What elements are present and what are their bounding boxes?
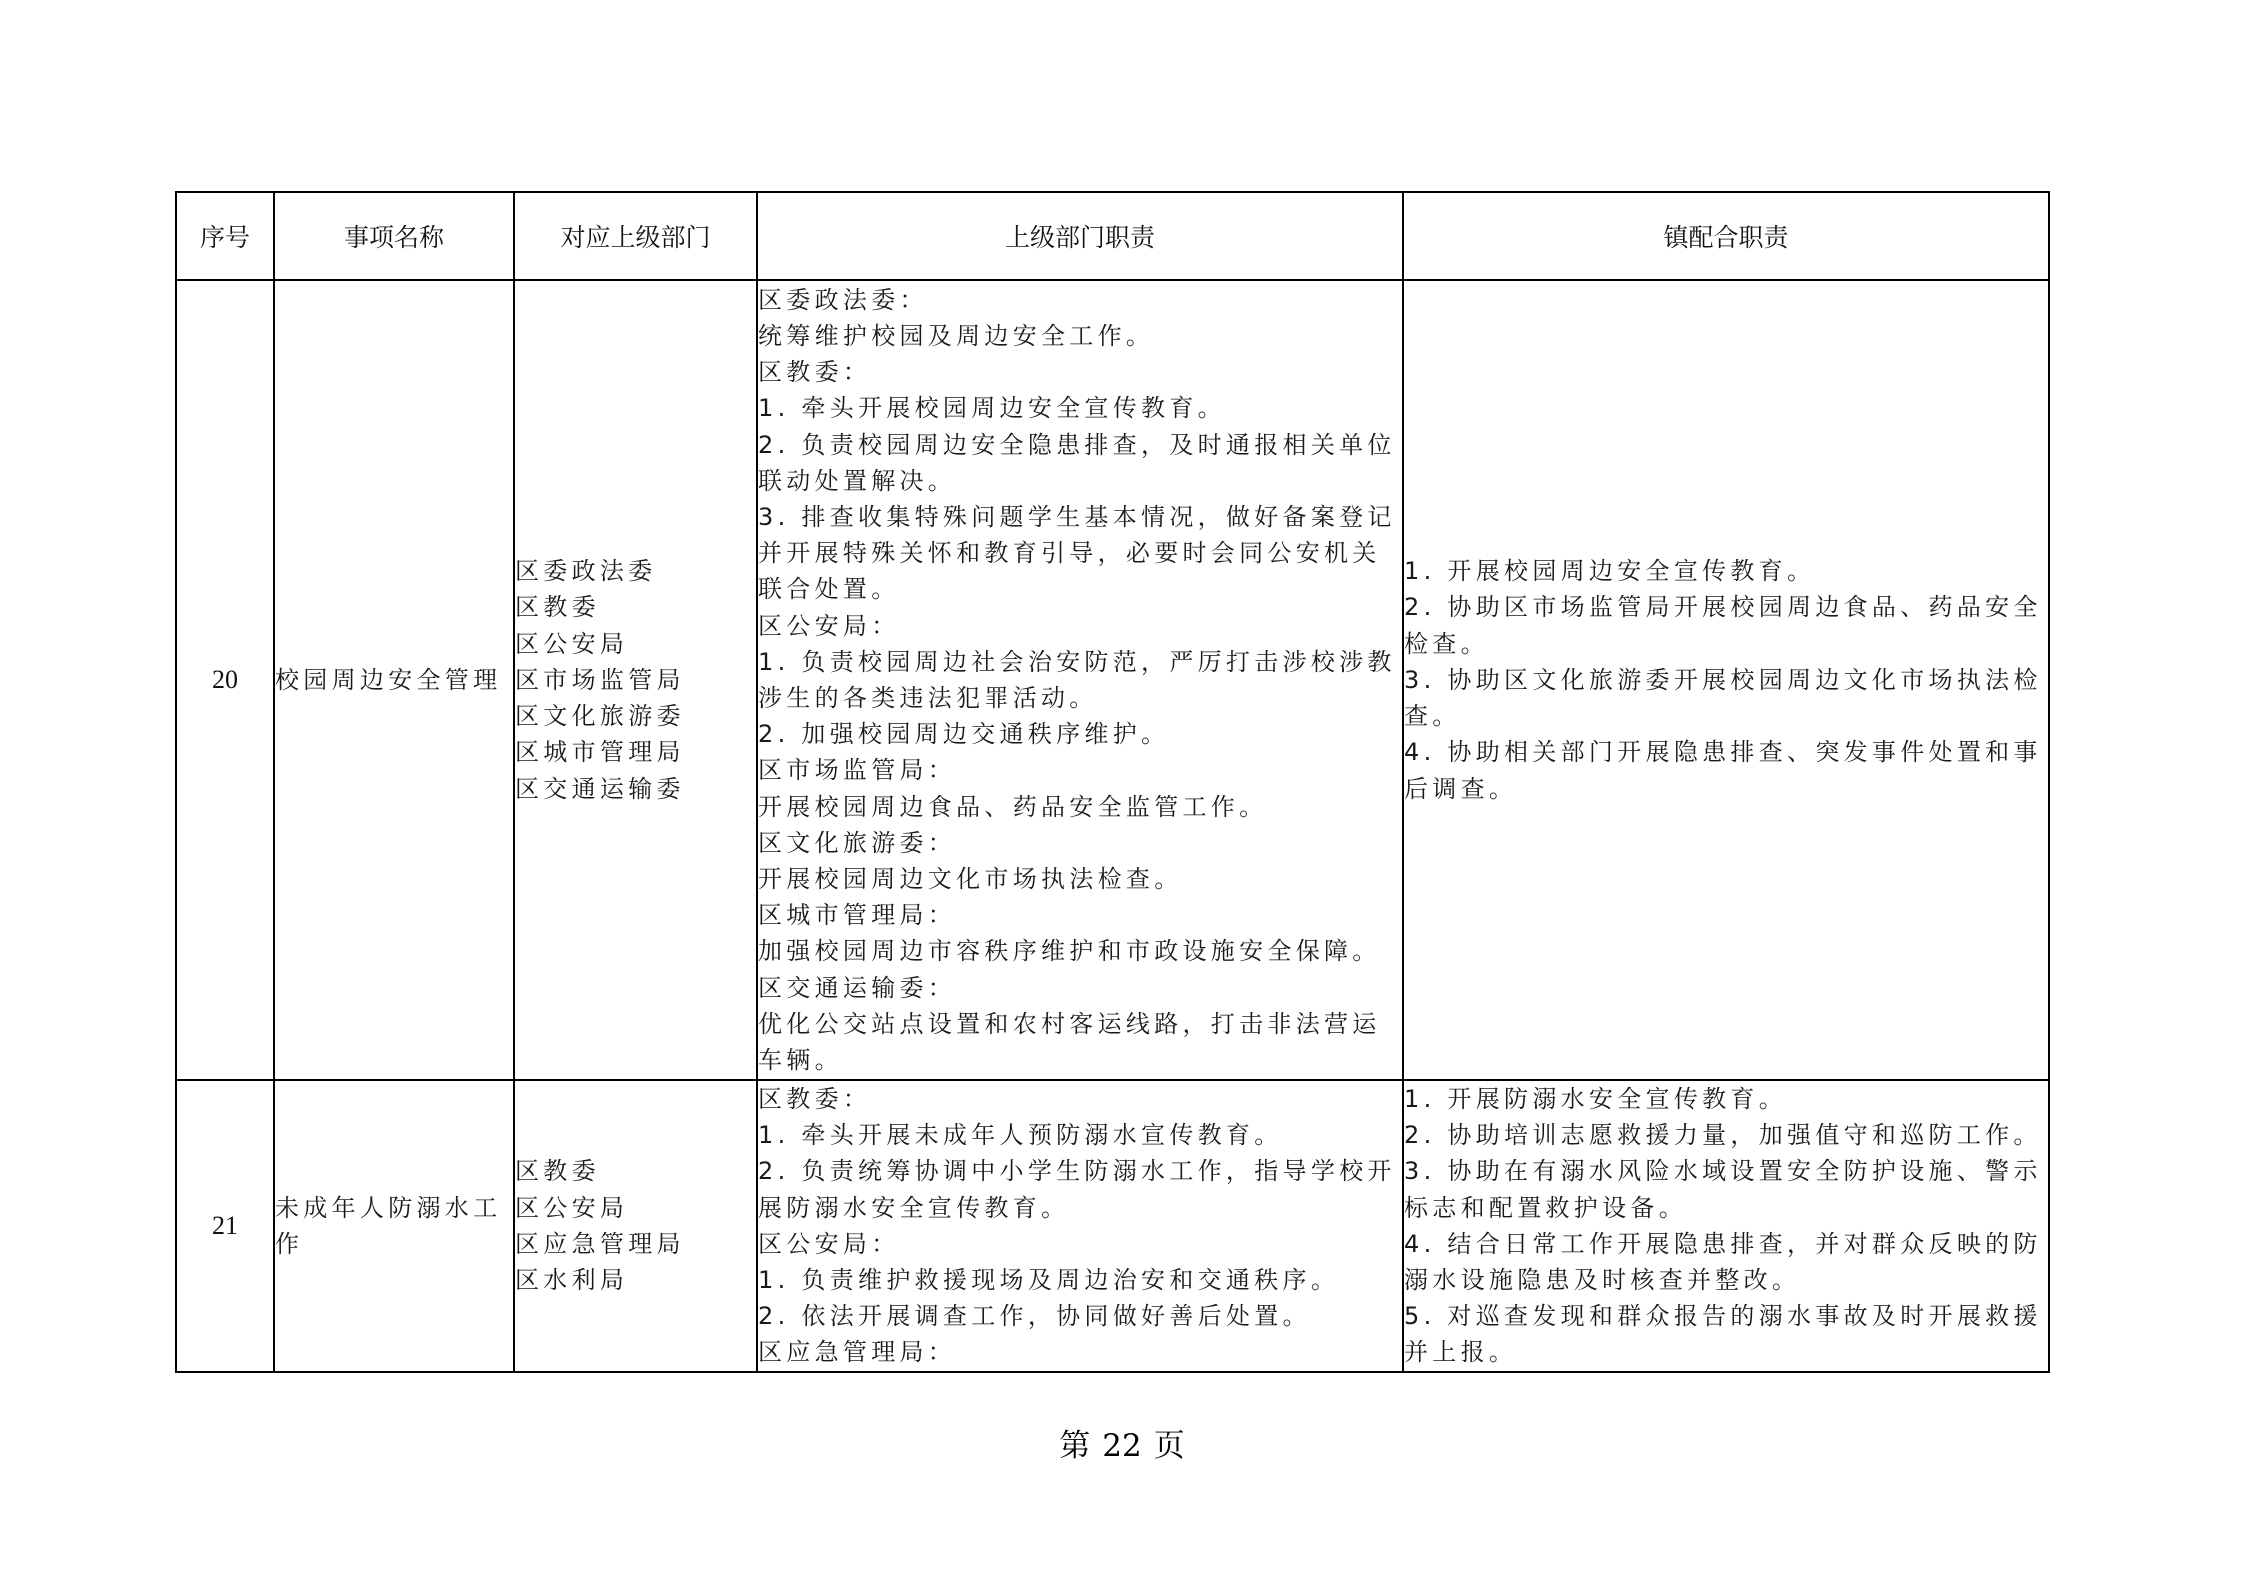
duty-heading: 区公安局：	[758, 611, 900, 640]
duty-text: 1. 负责维护救援现场及周边治安和交通秩序。	[758, 1266, 1340, 1295]
department-item: 区交通运输委	[515, 774, 685, 803]
item-name: 未成年人防溺水工作	[275, 1193, 502, 1258]
duty-heading: 区市场监管局：	[758, 756, 957, 785]
department-item: 区城市管理局	[515, 738, 685, 767]
item-name-cell	[274, 280, 514, 1080]
duty-text: 3. 排查收集特殊问题学生基本情况，做好备案登记并开展特殊关怀和教育引导，必要时会同公安机关联合处置。	[758, 502, 1396, 604]
duty-text: 开展校园周边食品、药品安全监管工作。	[758, 792, 1268, 821]
table-row	[176, 1080, 2049, 1372]
department-item: 区公安局	[515, 1193, 629, 1222]
department-item: 区应急管理局	[515, 1229, 685, 1258]
department-item: 区文化旅游委	[515, 702, 685, 731]
page-number: 22	[1102, 1428, 1142, 1464]
duty-heading: 区委政法委：	[758, 285, 928, 314]
responsibility-table	[175, 191, 2050, 1373]
duty-text: 2. 负责校园周边安全隐患排查，及时通报相关单位联动处置解决。	[758, 430, 1396, 495]
departments-cell	[514, 280, 757, 1080]
department-item: 区市场监管局	[515, 665, 685, 694]
department-item: 区教委	[515, 1157, 600, 1186]
page-suffix: 页	[1153, 1428, 1185, 1464]
duty-text: 2. 加强校园周边交通秩序维护。	[758, 720, 1170, 749]
town-duty-item: 3. 协助区文化旅游委开展校园周边文化市场执法检查。	[1404, 665, 2042, 731]
duty-text: 1. 负责校园周边社会治安防范，严厉打击涉校涉教涉生的各类违法犯罪活动。	[758, 647, 1396, 712]
duty-text: 加强校园周边市容秩序维护和市政设施安全保障。	[758, 937, 1381, 966]
table-header-row	[176, 192, 2049, 280]
town-duty-item: 1. 开展防溺水安全宣传教育。	[1404, 1085, 1788, 1113]
header-item-name: 事项名称	[274, 192, 514, 280]
duty-text: 2. 负责统筹协调中小学生防溺水工作，指导学校开展防溺水安全宣传教育。	[758, 1157, 1396, 1222]
department-item: 区水利局	[515, 1266, 629, 1295]
superior-duties-cell	[757, 1080, 1403, 1372]
departments-cell	[514, 1080, 757, 1372]
town-duty-item: 2. 协助区市场监管局开展校园周边食品、药品安全检查。	[1404, 593, 2042, 658]
duty-text: 2. 依法开展调查工作，协同做好善后处置。	[758, 1302, 1311, 1331]
page-prefix: 第	[1059, 1428, 1091, 1464]
town-duty-item: 1. 开展校园周边安全宣传教育。	[1404, 557, 1816, 586]
duty-heading: 区交通运输委：	[758, 973, 957, 1002]
town-duty-item: 4. 协助相关部门开展隐患排查、突发事件处置和事后调查。	[1404, 738, 2042, 803]
duty-text: 统筹维护校园及周边安全工作。	[758, 321, 1155, 350]
town-duty-item: 2. 协助培训志愿救援力量，加强值守和巡防工作。	[1404, 1121, 2042, 1150]
town-duties-cell	[1403, 280, 2049, 1080]
duty-heading: 区文化旅游委：	[758, 828, 957, 857]
header-superior-department: 对应上级部门	[514, 192, 757, 280]
duty-text: 优化公交站点设置和农村客运线路，打击非法营运车辆。	[758, 1009, 1381, 1075]
header-superior-duties: 上级部门职责	[757, 192, 1403, 280]
town-duty-item: 3. 协助在有溺水风险水域设置安全防护设施、警示标志和配置救护设备。	[1404, 1157, 2042, 1222]
duty-text: 开展校园周边文化市场执法检查。	[758, 865, 1183, 894]
page-footer	[0, 1420, 2244, 1465]
town-duties-cell	[1403, 1080, 2049, 1372]
serial-number-cell: 20	[176, 280, 274, 1080]
department-item: 区公安局	[515, 629, 629, 658]
duty-heading: 区应急管理局：	[758, 1338, 957, 1367]
header-serial-number: 序号	[176, 192, 274, 280]
duty-heading: 区教委：	[758, 1085, 872, 1113]
duty-heading: 区教委：	[758, 358, 872, 387]
town-duty-item: 4. 结合日常工作开展隐患排查，并对群众反映的防溺水设施隐患及时核查并整改。	[1404, 1229, 2042, 1295]
superior-duties-cell	[757, 280, 1403, 1080]
serial-number-cell: 21	[176, 1080, 274, 1372]
header-town-duties: 镇配合职责	[1403, 192, 2049, 280]
table-row	[176, 280, 2049, 1080]
item-name: 校园周边安全管理	[275, 665, 502, 694]
duty-heading: 区公安局：	[758, 1229, 900, 1258]
duty-text: 1. 牵头开展校园周边安全宣传教育。	[758, 394, 1226, 423]
duty-heading: 区城市管理局：	[758, 901, 957, 930]
department-item: 区委政法委	[515, 557, 657, 586]
duty-text: 1. 牵头开展未成年人预防溺水宣传教育。	[758, 1121, 1283, 1150]
town-duty-item: 5. 对巡查发现和群众报告的溺水事故及时开展救援并上报。	[1404, 1302, 2042, 1367]
department-item: 区教委	[515, 593, 600, 622]
item-name-cell	[274, 1080, 514, 1372]
